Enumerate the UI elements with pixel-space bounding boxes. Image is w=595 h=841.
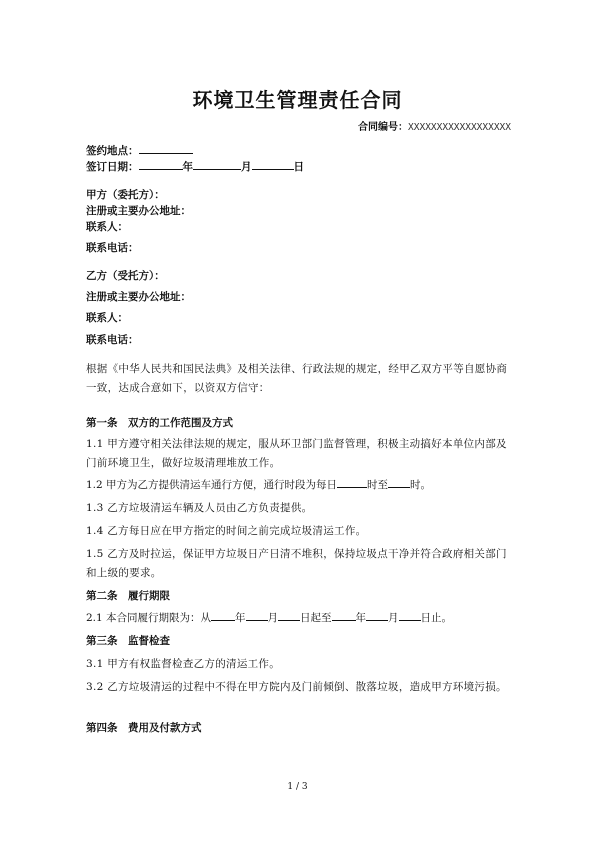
term-end-year-label: 年	[355, 612, 367, 624]
clause-1-1: 1.1 甲方遵守相关法律法规的规定，服从环卫部门监督管理，积极主动搞好本单位内部及门前环境卫生，做好垃圾清理堆放工作。	[86, 438, 507, 469]
term-end-month-label: 月	[388, 612, 399, 624]
term-start-month-blank[interactable]	[246, 610, 268, 621]
clause-1-2-post: 时。	[410, 479, 432, 491]
signing-year-blank[interactable]	[139, 159, 183, 170]
term-end-day-label: 日止。	[420, 612, 453, 624]
term-end-day-blank[interactable]	[399, 610, 421, 621]
clause-1-2-mid: 时至	[367, 479, 389, 491]
page-number: 1 / 3	[287, 782, 308, 792]
signing-date-label: 签订日期：	[86, 161, 139, 173]
preamble-paragraph: 根据《中华人民共和国民法典》及相关法律、行政法规的规定，经甲乙双方平等自愿协商一致，达成合意如下，以资双方信守：	[86, 363, 508, 394]
term-start-day-label: 日起至	[300, 612, 332, 624]
signing-place-line	[86, 143, 193, 158]
signing-place-blank[interactable]	[139, 143, 193, 154]
article3-heading: 第三条 监督检查	[86, 635, 170, 647]
clause-3-1: 3.1 甲方有权监督检查乙方的清运工作。	[86, 658, 281, 670]
clause-1-4: 1.4 乙方每日应在甲方指定的时间之前完成垃圾清运工作。	[86, 525, 367, 537]
party-a-heading: 甲方（委托方）：	[86, 189, 165, 201]
document-title: 环境卫生管理责任合同	[192, 88, 403, 112]
term-start-year-label: 年	[235, 612, 246, 624]
clause-1-2-text: 1.2 甲方为乙方提供清运车通行方便，通行时段为每日	[86, 479, 338, 491]
term-start-day-blank[interactable]	[278, 610, 300, 621]
term-end-month-blank[interactable]	[366, 610, 388, 621]
clause-1-3: 1.3 乙方垃圾清运车辆及人员由乙方负责提供。	[86, 502, 313, 514]
party-b-phone-label: 联系电话：	[86, 334, 139, 346]
party-a-contact-label: 联系人：	[86, 221, 128, 233]
signing-place-label: 签约地点：	[86, 145, 139, 157]
signing-month-blank[interactable]	[193, 159, 241, 170]
contract-number-value: XXXXXXXXXXXXXXXXXX	[408, 122, 511, 133]
contract-number-label: 合同编号：	[358, 122, 409, 133]
term-start-month-label: 月	[267, 612, 279, 624]
term-end-year-blank[interactable]	[332, 610, 356, 621]
article1-heading: 第一条 双方的工作范围及方式	[86, 417, 233, 429]
signing-day-blank[interactable]	[252, 159, 294, 170]
party-b-contact-label: 联系人：	[86, 312, 128, 324]
signing-date-line	[86, 159, 304, 174]
clause-2-1-text: 2.1 本合同履行期限为：从	[86, 612, 212, 624]
signing-year-label: 年	[182, 161, 193, 173]
contract-number	[358, 118, 511, 133]
party-b-address-label: 注册或主要办公地址：	[86, 291, 191, 303]
clause-3-2: 3.2 乙方垃圾清运的过程中不得在甲方院内及门前倾倒、散落垃圾，造成甲方环境污损。	[86, 681, 507, 693]
party-a-address-label: 注册或主要办公地址：	[86, 205, 191, 217]
article2-heading: 第二条 履行期限	[86, 590, 170, 602]
party-a-phone-label: 联系电话：	[86, 242, 139, 254]
clause-1-5: 1.5 乙方及时拉运，保证甲方垃圾日产日清不堆积，保持垃圾点干净并符合政府相关部门和上级的要求。	[86, 548, 507, 579]
clause-2-1	[86, 610, 452, 625]
term-start-year-blank[interactable]	[211, 610, 235, 621]
clause-1-2	[86, 477, 431, 492]
party-b-heading: 乙方（受托方）：	[86, 270, 165, 282]
article4-heading: 第四条 费用及付款方式	[86, 722, 202, 734]
signing-day-label: 日	[293, 161, 304, 173]
signing-month-label: 月	[241, 161, 252, 173]
clause-1-2-start-blank[interactable]	[337, 477, 367, 488]
clause-1-2-end-blank[interactable]	[388, 477, 410, 488]
